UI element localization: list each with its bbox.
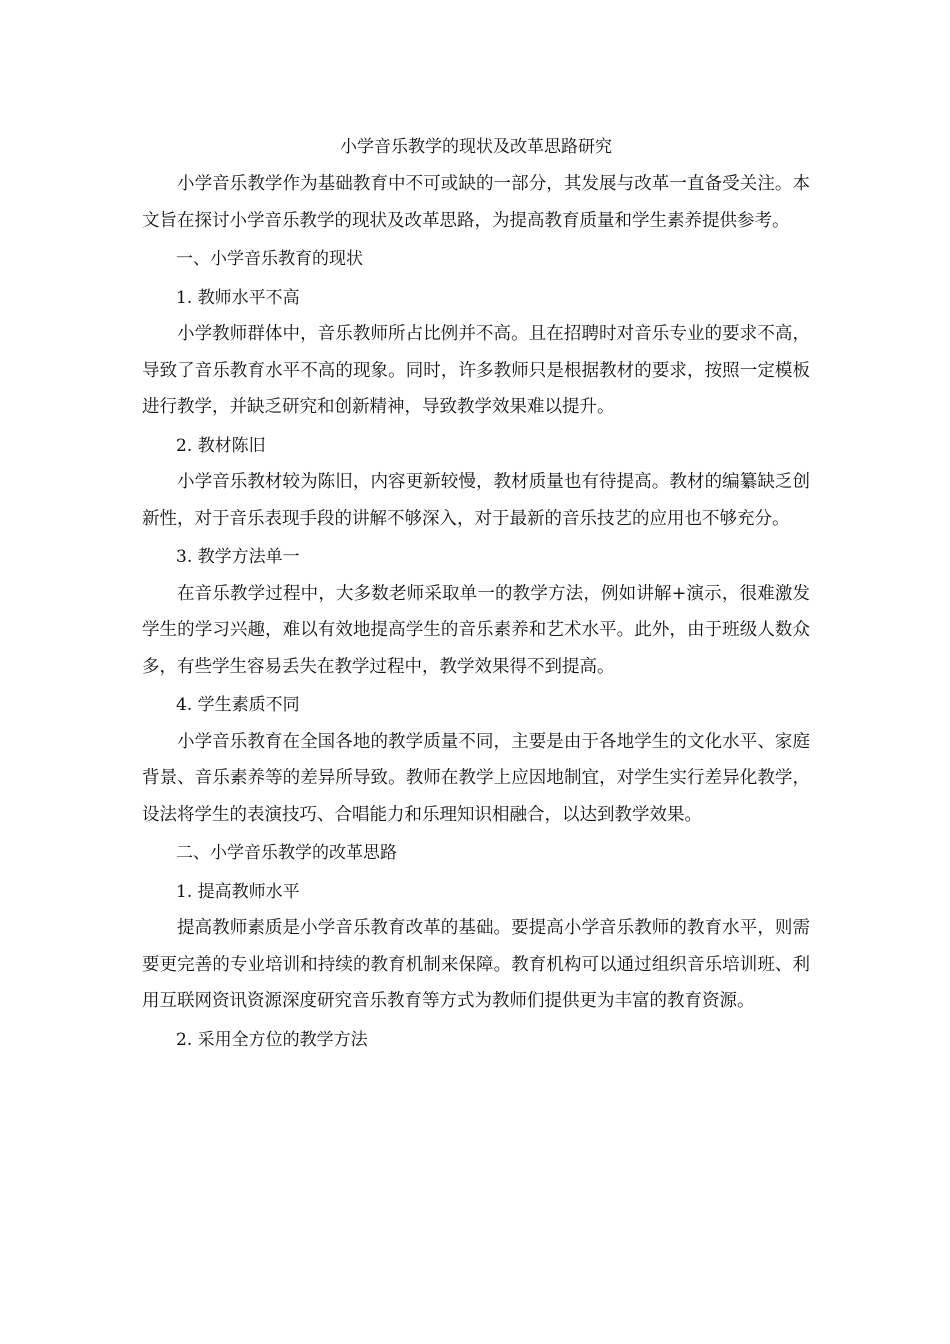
section-2-heading: 二、小学音乐教学的改革思路 bbox=[176, 843, 397, 863]
document-body bbox=[142, 128, 810, 1058]
section-1-item-2-body: 小学音乐教材较为陈旧，内容更新较慢，教材质量也有待提高。教材的编纂缺乏创新性，对于音乐表现手段的讲解不够深入，对于最新的音乐技艺的应用也不够充分。 bbox=[142, 472, 810, 529]
section-1-item-1-body: 小学教师群体中，音乐教师所占比例并不高。且在招聘时对音乐专业的要求不高，导致了音乐教育水平不高的现象。同时，许多教师只是根据教材的要求，按照一定模板进行教学，并缺乏研究和创新精神，导致教学效果难以提升。 bbox=[142, 324, 810, 417]
section-1-item-1-title: 1. 教师水平不高 bbox=[176, 287, 300, 308]
section-1-item-3-title: 3. 教学方法单一 bbox=[176, 547, 300, 567]
section-2-item-1-body: 提高教师素质是小学音乐教育改革的基础。要提高小学音乐教师的教育水平，则需要更完善的专业培训和持续的教育机制来保障。教育机构可以通过组织音乐培训班、利用互联网资讯资源深度研究音乐教育等方式为教师们提供更为丰富的教育资源。 bbox=[142, 918, 810, 1011]
section-1-heading: 一、小学音乐教育的现状 bbox=[176, 249, 363, 269]
intro-paragraph: 小学音乐教学作为基础教育中不可或缺的一部分，其发展与改革一直备受关注。本文旨在探讨小学音乐教学的现状及改革思路，为提高教育质量和学生素养提供参考。 bbox=[142, 174, 810, 231]
section-1-item-3-body: 在音乐教学过程中，大多数老师采取单一的教学方法，例如讲解+演示，很难激发学生的学习兴趣，难以有效地提高学生的音乐素养和艺术水平。此外，由于班级人数众多，有些学生容易丢失在教学过程中，教学效果得不到提高。 bbox=[142, 583, 810, 677]
section-2-item-1-title: 1. 提高教师水平 bbox=[176, 881, 300, 902]
section-1-item-4-title: 4. 学生素质不同 bbox=[176, 695, 300, 715]
section-1-item-2-title: 2. 教材陈旧 bbox=[176, 435, 266, 456]
document-title: 小学音乐教学的现状及改革思路研究 bbox=[340, 137, 612, 157]
section-2-item-2-title: 2. 采用全方位的教学方法 bbox=[176, 1029, 368, 1050]
section-1-item-4-body: 小学音乐教育在全国各地的教学质量不同，主要是由于各地学生的文化水平、家庭背景、音乐素养等的差异所导致。教师在教学上应因地制宜，对学生实行差异化教学，设法将学生的表演技巧、合唱能力和乐理知识相融合，以达到教学效果。 bbox=[142, 731, 810, 825]
